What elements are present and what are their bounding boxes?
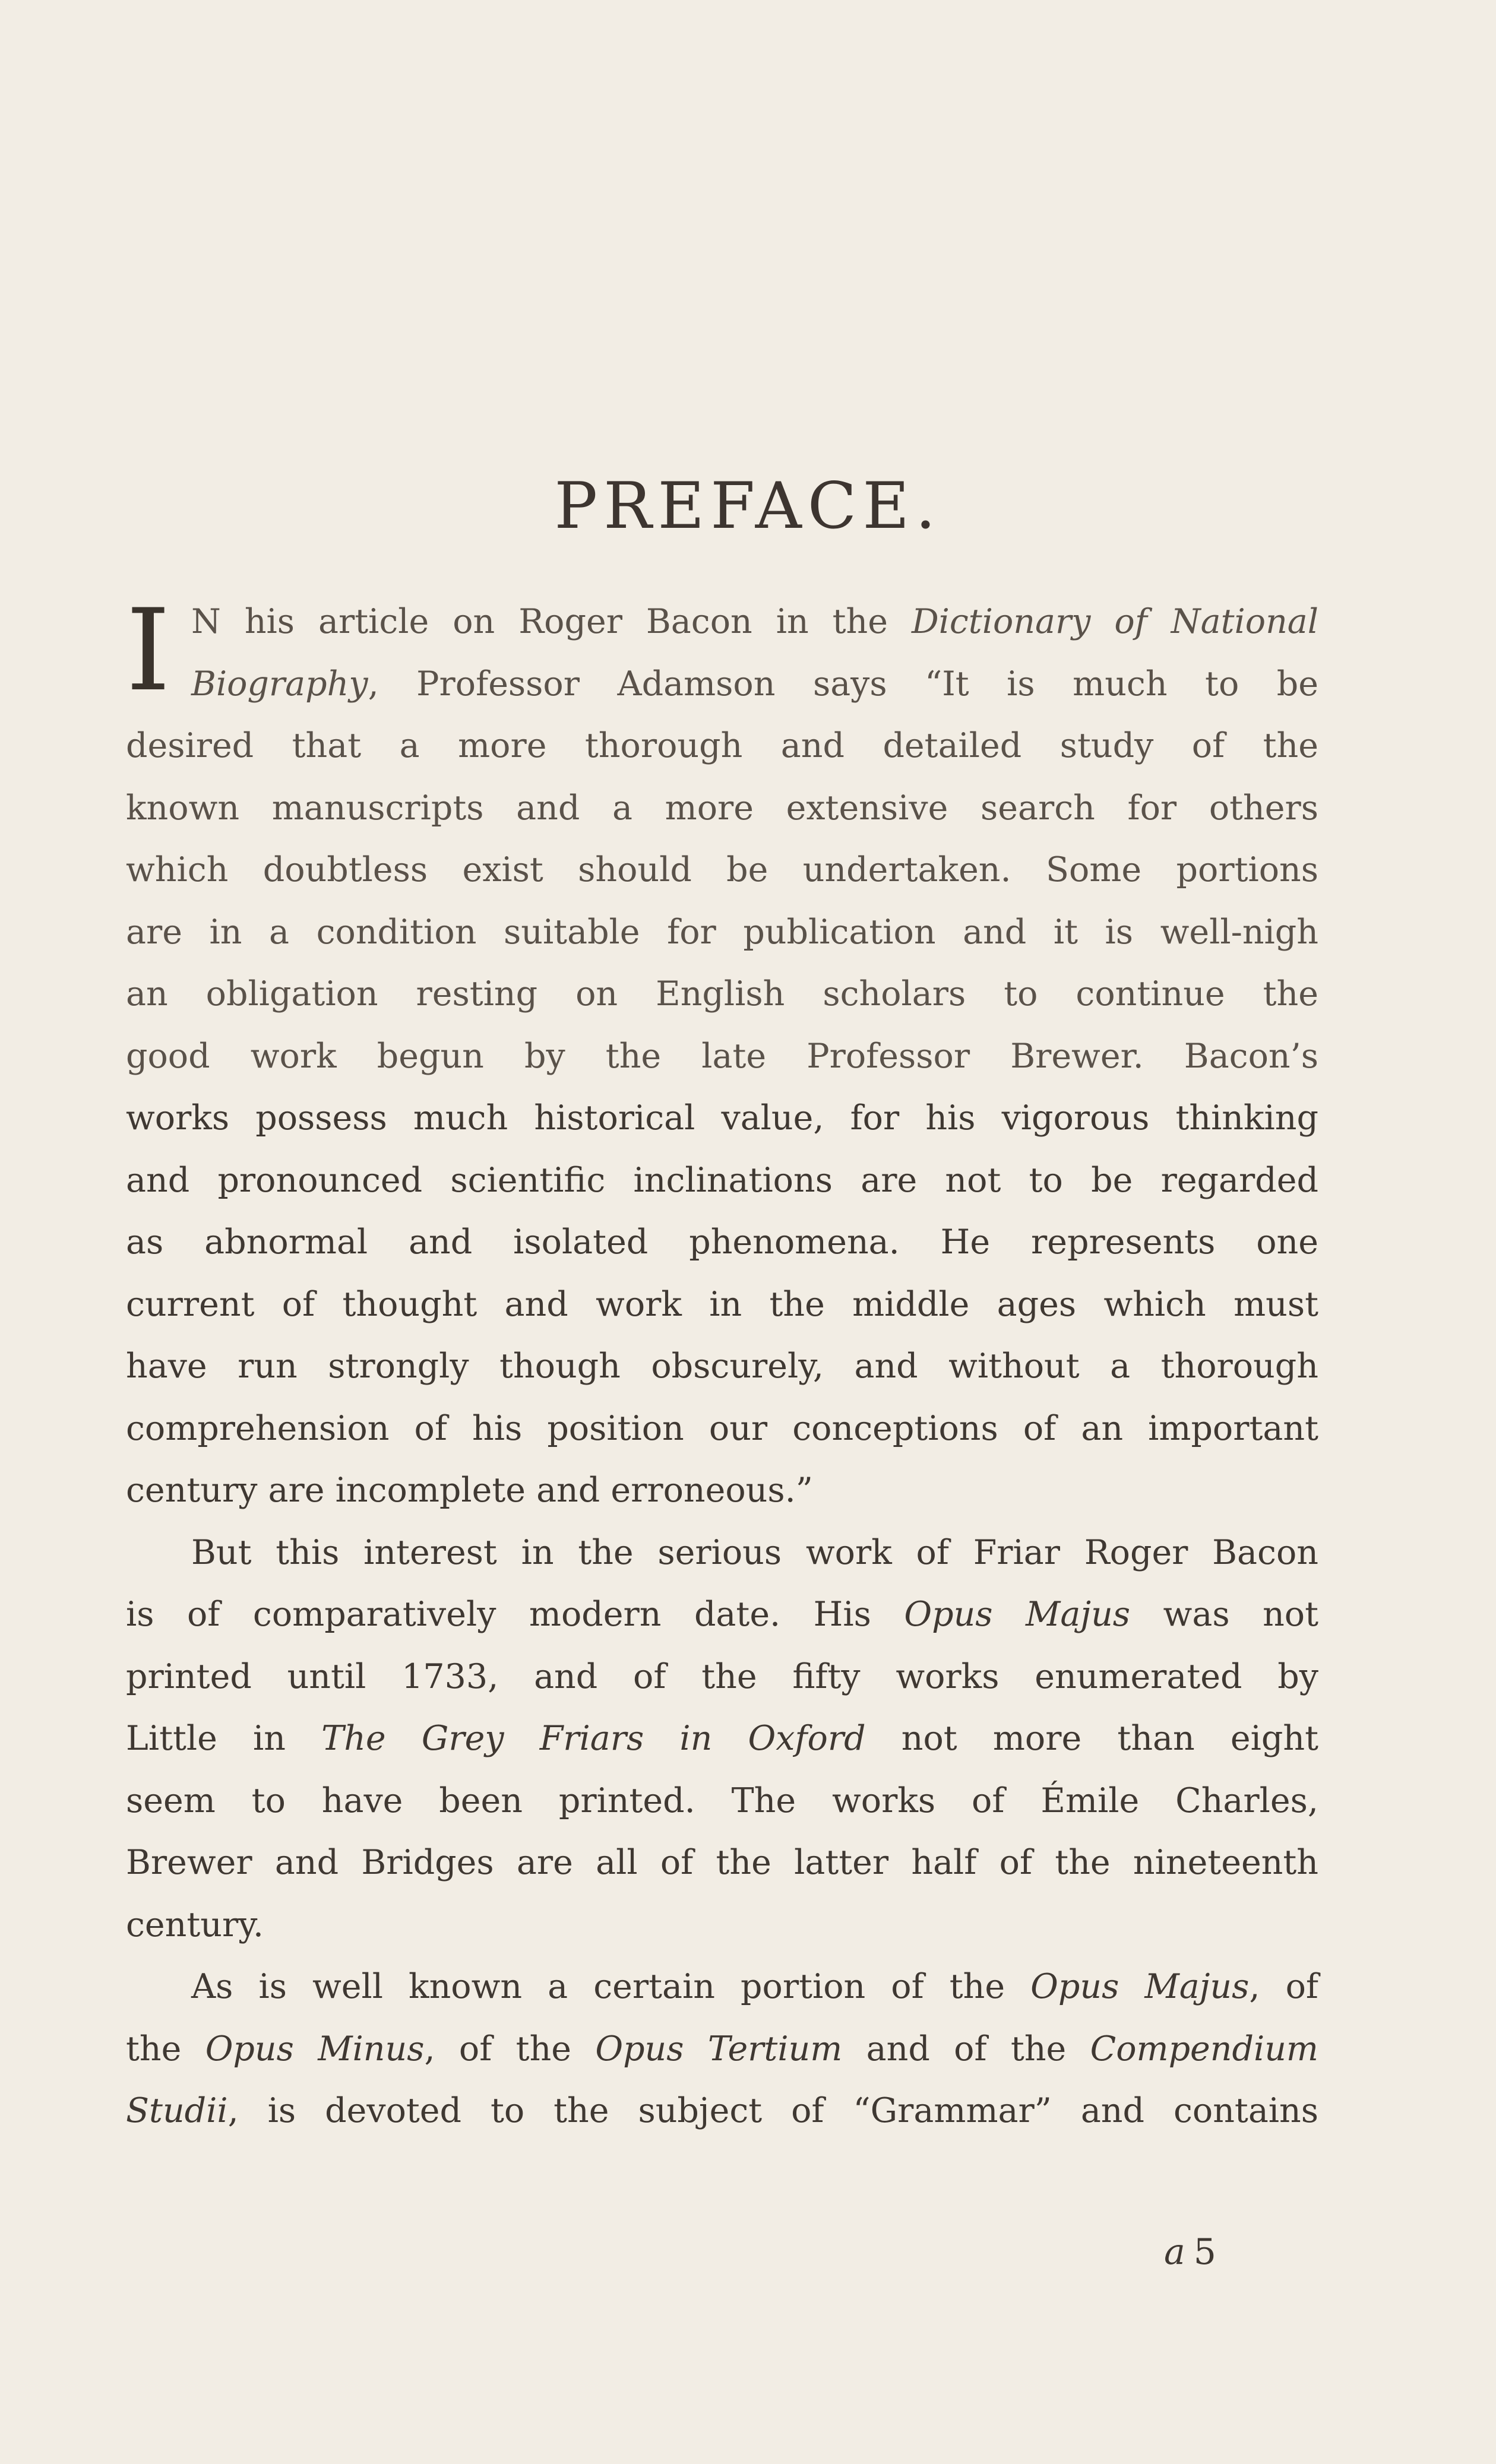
text-line: is of comparatively modern date. His Opus Majus was not	[126, 1595, 1319, 1634]
text-line: an obligation resting on English scholars to continue the	[126, 974, 1318, 1014]
text-line: century are incomplete and erroneous.”	[126, 1471, 813, 1510]
text-line: N his article on Roger Bacon in the Dictionary of National	[191, 602, 1318, 641]
text-line: Brewer and Bridges are all of the latter half of the nineteenth	[126, 1843, 1318, 1882]
text-line: seem to have been printed. The works of Émile Charles,	[126, 1781, 1318, 1820]
text-line: and pronounced scientific inclinations are not to be regarded	[126, 1160, 1318, 1200]
preface-text	[126, 585, 1319, 2142]
text-line: works possess much historical value, for his vigorous thinking	[126, 1098, 1318, 1138]
text-line: known manuscripts and a more extensive search for others	[126, 788, 1318, 828]
text-line: Biography, Professor Adamson says “It is much to be	[191, 664, 1318, 704]
text-line: current of thought and work in the middle ages which must	[126, 1284, 1318, 1324]
drop-cap: I	[126, 585, 171, 716]
page-title: PREFACE.	[554, 469, 942, 543]
text-line: comprehension of his position our conceptions of an important	[126, 1408, 1318, 1448]
text-line: are in a condition suitable for publication and it is well-nigh	[126, 912, 1318, 952]
text-line: century.	[126, 1905, 264, 1944]
text-line: which doubtless exist should be undertaken. Some portions	[126, 850, 1318, 889]
text-line: desired that a more thorough and detailed study of the	[126, 726, 1318, 765]
text-line: the Opus Minus, of the Opus Tertium and of the Compendium	[126, 2029, 1318, 2069]
text-line: as abnormal and isolated phenomena. He represents one	[126, 1223, 1318, 1262]
text-line: But this interest in the serious work of Friar Roger Bacon	[191, 1532, 1318, 1572]
signature-mark: a 5	[1164, 2231, 1216, 2273]
text-line: have run strongly though obscurely, and without a thorough	[126, 1347, 1318, 1386]
text-line: good work begun by the late Professor Brewer. Bacon’s	[126, 1036, 1318, 1076]
text-line: Studii, is devoted to the subject of “Grammar” and contains	[126, 2091, 1318, 2130]
text-line: Little in The Grey Friars in Oxford not more than eight	[126, 1719, 1318, 1758]
text-line: As is well known a certain portion of the Opus Majus, of	[191, 1967, 1318, 2006]
text-line: printed until 1733, and of the fifty works enumerated by	[126, 1657, 1318, 1696]
